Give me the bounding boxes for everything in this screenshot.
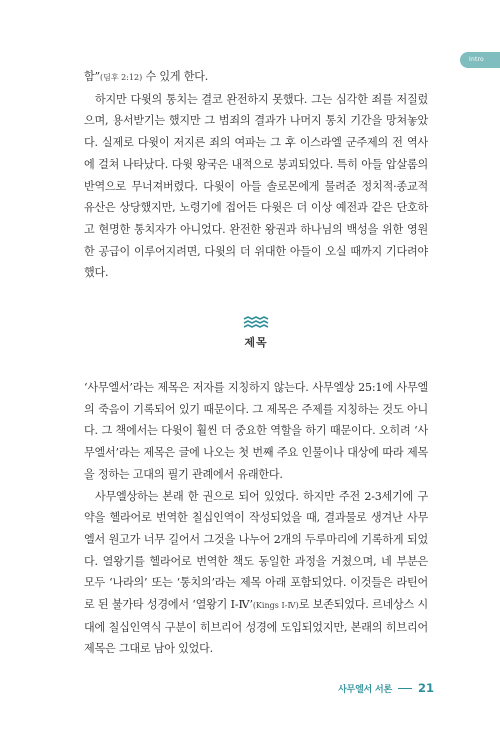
paragraph: ‘사무엘서’라는 제목은 저자를 지칭하지 않는다. 사무엘상 25:1에 사무엘의 죽음이 기록되어 있기 때문이다. 그 제목은 주제를 지칭하는 것도 아니다. 그 책에서는 다윗이 훨씬 더 중요한 역할을 하기 때문이다. 오히려 ‘사무엘서’라는 제목은 글에 나오는 첫 번째 주요 인물이나 대상에 따라 제목을 정하는 고대의 필기 관례에서 유래한다. (84, 381, 428, 481)
chapter-side-tab (460, 52, 500, 68)
continued-text-end: 수 있게 한다. (142, 70, 209, 83)
latin-reference: (Kings Ⅰ-Ⅳ) (252, 601, 299, 611)
continued-text: 함” (84, 70, 100, 83)
continued-line (84, 66, 428, 89)
paragraph-text: 사무엘상하는 본래 한 권으로 되어 있었다. 하지만 주전 2-3세기에 구약을 헬라어로 번역한 칠십인역이 작성되었을 때, 결과물로 생겨난 사무엘서 원고가 너무 길어서 그것을 나누어 2개의 두루마리에 기록하게 되었다. 열왕기를 헬라어로 번역한 책도 동일한 과정을 거쳤으며, 네 부분은 모두 ‘나라의’ 또는 ‘통치의’라는 제목 아래 포함되었다. 이것들은 라틴어로 된 불가타 성경에서 ‘열왕기 Ⅰ-Ⅳ’ (84, 489, 428, 612)
side-tab-label: Intro (469, 56, 484, 63)
scripture-reference: (딤후 2:12) (100, 73, 143, 82)
running-footer-title: 사무엘서 서론 (338, 684, 392, 695)
page-footer (338, 681, 434, 695)
footer-divider (398, 688, 412, 689)
paragraph-text-end: 로 보존되었다. 르네상스 시대에 칠십인역식 구분이 히브리어 성경에 도입되었지만, 본래의 히브리어 제목은 그대로 남아 있었다. (84, 598, 428, 656)
section-heading (84, 316, 428, 350)
body-section-1 (84, 66, 428, 284)
paragraph: 하지만 다윗의 통치는 결코 완전하지 못했다. 그는 심각한 죄를 저질렀으며, 용서받기는 했지만 그 범죄의 결과가 나머지 통치 기간을 망쳐놓았다. 실제로 다윗이 저지른 죄의 여파는 그 후 이스라엘 군주제의 전 역사에 걸쳐 나타났다. 다윗 왕국은 내적으로 붕괴되었다. 특히 아들 압살롬의 반역으로 무너져버렸다. 다윗이 아들 솔로몬에게 물려준 정치적·종교적 유산은 상당했지만, 노령기에 접어든 다윗은 더 이상 예전과 같은 단호하고 현명한 통치자가 아니었다. 완전한 왕권과 하나님의 백성을 위한 영원한 공급이 이루어지려면, 다윗의 더 위대한 아들이 오실 때까지 기다려야 했다. (84, 92, 428, 280)
section-title: 제목 (244, 336, 268, 349)
body-section-2 (84, 377, 428, 660)
paragraph (84, 486, 428, 661)
wave-ornament-icon (243, 316, 269, 330)
page-number: 21 (417, 681, 434, 695)
